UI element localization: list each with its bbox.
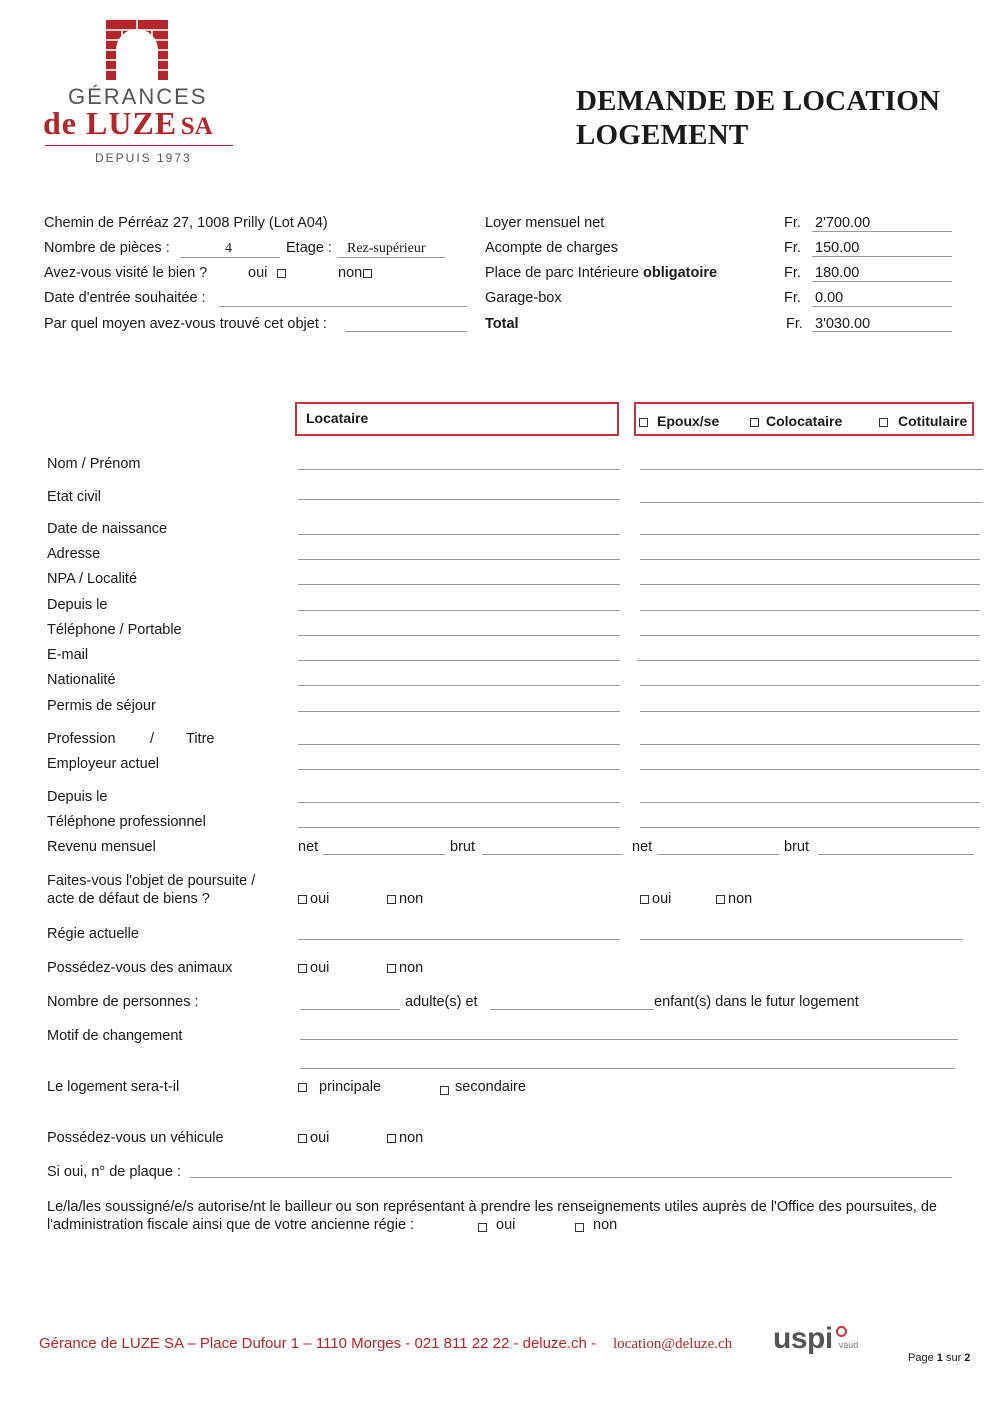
rent-parking-currency: Fr. [784,265,801,281]
agency-field-cotenant[interactable] [640,939,962,940]
page-number [908,1352,970,1364]
uspi-logo [773,1322,858,1356]
pursuit-yes-tenant-label: oui [310,891,330,907]
floor-value: Rez-supérieur [347,241,426,256]
plate-field[interactable] [190,1177,952,1178]
email-field-tenant[interactable] [298,660,620,661]
authorization-no-checkbox[interactable] [575,1217,617,1233]
uspi-dot-icon [836,1326,847,1337]
since-field-tenant[interactable] [298,610,620,611]
civil-field-cotenant[interactable] [640,502,983,503]
uspi-text: uspi [773,1322,833,1355]
income-brut-label-tenant: brut [450,839,475,855]
pursuit-label-2: acte de défaut de biens ? [47,891,210,907]
permit-field-tenant[interactable] [298,711,620,712]
rent-parking-value: 180.00 [815,265,860,281]
rent-garage-currency: Fr. [784,290,801,306]
agency-field-tenant[interactable] [298,939,620,940]
company-logo [40,14,240,164]
since2-label: Depuis le [47,789,108,805]
tenant-header-box [295,402,619,436]
phone-field-cotenant[interactable] [640,635,980,636]
animals-label: Possédez-vous des animaux [47,960,233,976]
vehicle-no-label: non [399,1130,424,1146]
logo-de-luze: de LUZE [43,105,178,141]
pursuit-no-tenant[interactable] [387,891,423,907]
roommate-label: Colocataire [766,413,843,429]
pursuit-yes-cotenant[interactable] [640,891,671,907]
agency-label: Régie actuelle [47,926,139,942]
property-address: Chemin de Pérréaz 27, 1008 Prilly (Lot A04) [44,215,328,231]
email-label: E-mail [47,647,89,663]
email-field-cotenant[interactable] [638,660,980,661]
income-net-label-cotenant: net [632,839,653,855]
employer-field-cotenant[interactable] [640,769,980,770]
page-current: 1 [936,1352,943,1364]
rent-parking-bold: obligatoire [642,265,718,281]
rent-net-value: 2'700.00 [815,215,871,231]
pursuit-no-cotenant[interactable] [716,891,752,907]
name-field-cotenant[interactable] [640,469,983,470]
rent-net-line [812,231,952,232]
found-by-label: Par quel moyen avez-vous trouvé cet objet : [44,316,327,332]
vehicle-label: Possédez-vous un véhicule [47,1130,224,1146]
birth-label: Date de naissance [47,521,168,537]
since2-field-tenant[interactable] [298,802,620,803]
rooms-value: 4 [225,241,232,256]
birth-field-tenant[interactable] [298,534,620,535]
visited-yes-checkbox[interactable] [248,265,289,281]
rent-charges-currency: Fr. [784,240,801,256]
income-brut-field-cotenant[interactable] [818,854,974,855]
visited-yes-label: oui [248,265,268,281]
reason-field-2[interactable] [300,1068,955,1069]
income-brut-label-cotenant: brut [784,839,809,855]
uspi-vaud: vaud [838,1340,859,1350]
rent-garage-value: 0.00 [815,290,844,306]
visited-no-checkbox[interactable] [338,265,375,281]
cotenant-label: Cotitulaire [898,413,968,429]
rent-parking-line [812,281,952,282]
rent-total-value: 3'030.00 [815,316,871,332]
reason-label: Motif de changement [47,1028,183,1044]
logo-rule [45,145,233,146]
children-label: enfant(s) dans le futur logement [654,994,859,1010]
principal-label: principale [319,1079,382,1095]
vehicle-no-checkbox[interactable] [387,1130,423,1146]
profession-field-cotenant[interactable] [640,744,980,745]
logo-depuis: DEPUIS 1973 [95,151,192,165]
adults-field[interactable] [300,1009,400,1010]
titre-label: Titre [186,731,215,747]
income-label: Revenu mensuel [47,839,156,855]
work-phone-label: Téléphone professionnel [47,814,206,830]
reason-field-1[interactable] [300,1039,958,1040]
found-by-field[interactable] [345,331,467,332]
civil-label: Etat civil [47,489,101,505]
address-field-cotenant[interactable] [640,559,980,560]
address-label: Adresse [47,546,101,562]
pursuit-yes-cotenant-label: oui [652,891,672,907]
employer-label: Employeur actuel [47,756,160,772]
npa-field-tenant[interactable] [298,584,620,585]
rooms-field[interactable] [180,257,280,258]
cotenant-header-box [634,402,974,436]
adults-label: adulte(s) et [405,994,478,1010]
spouse-label: Epoux/se [657,413,720,429]
civil-field-tenant[interactable] [298,499,620,500]
npa-label: NPA / Localité [47,571,138,587]
since-field-cotenant[interactable] [640,610,980,611]
since2-field-cotenant[interactable] [640,802,980,803]
page-sur: sur [945,1352,962,1364]
income-net-field-cotenant[interactable] [657,854,779,855]
page-title-line1: DEMANDE DE LOCATION [576,85,941,117]
nationality-field-cotenant[interactable] [640,685,980,686]
rent-parking-label: Place de parc Intérieure [485,265,639,281]
floor-field[interactable] [337,257,445,258]
authorization-line2: l'administration fiscale ainsi que de votre ancienne régie : [47,1217,415,1233]
phone-field-tenant[interactable] [298,635,620,636]
spouse-checkbox[interactable] [639,413,719,429]
logo-gerances: GÉRANCES [68,84,208,109]
floor-label: Etage : [286,240,332,256]
employer-field-tenant[interactable] [298,769,620,770]
animals-yes-checkbox[interactable] [298,960,329,976]
page-prefix: Page [908,1352,934,1364]
children-field[interactable] [490,1009,654,1010]
nationality-label: Nationalité [47,672,116,688]
permit-label: Permis de séjour [47,698,156,714]
animals-no-label: non [399,960,424,976]
vehicle-yes-label: oui [310,1130,330,1146]
nationality-field-tenant[interactable] [298,685,620,686]
entry-date-field[interactable] [219,306,467,307]
secondary-label: secondaire [455,1079,526,1095]
entry-date-label: Date d'entrée souhaitée : [44,290,206,306]
birth-field-cotenant[interactable] [640,534,980,535]
profession-slash: / [150,731,155,747]
rent-total-line [812,331,952,332]
pursuit-no-tenant-label: non [399,891,424,907]
permit-field-cotenant[interactable] [640,711,980,712]
profession-label: Profession [47,731,116,747]
pursuit-yes-tenant[interactable] [298,891,329,907]
page-title-line2: LOGEMENT [576,119,749,151]
plate-label: Si oui, n° de plaque : [47,1164,181,1180]
tenant-header: Locataire [306,410,369,426]
work-phone-field-cotenant[interactable] [640,827,980,828]
principal-checkbox[interactable] [298,1079,381,1095]
page-total: 2 [964,1352,971,1364]
rent-charges-value: 150.00 [815,240,860,256]
rent-net-currency: Fr. [784,215,801,231]
income-net-label-tenant: net [298,839,319,855]
authorization-line1: Le/la/les soussigné/e/s autorise/nt le bailleur ou son représentant à prendre les renseignements utiles auprès de l'Office des poursuites, de [47,1199,937,1215]
footer-text: Gérance de LUZE SA – Place Dufour 1 – 1110 Morges - 021 811 22 22 - deluze.ch - [39,1335,596,1352]
income-brut-field-tenant[interactable] [482,854,623,855]
profession-field-tenant[interactable] [298,744,620,745]
address-field-tenant[interactable] [298,559,620,560]
visited-label: Avez-vous visité le bien ? [44,265,208,281]
npa-field-cotenant[interactable] [640,584,980,585]
rent-total-label: Total [485,316,519,332]
roommate-checkbox[interactable] [750,413,842,429]
animals-yes-label: oui [310,960,330,976]
secondary-checkbox[interactable] [440,1079,526,1095]
pursuit-no-cotenant-label: non [728,891,753,907]
housing-label: Le logement sera-t-il [47,1079,180,1095]
pursuit-label-1: Faites-vous l'objet de poursuite / [47,873,256,889]
persons-label: Nombre de personnes : [47,994,199,1010]
rent-garage-label: Garage-box [485,290,562,306]
name-field-tenant[interactable] [298,469,620,470]
rent-garage-line [812,306,952,307]
cotenant-checkbox[interactable] [879,413,967,429]
work-phone-field-tenant[interactable] [298,827,620,828]
name-label: Nom / Prénom [47,456,141,472]
vehicle-yes-checkbox[interactable] [298,1130,329,1146]
authorization-yes-checkbox[interactable] [478,1217,515,1233]
income-net-field-tenant[interactable] [323,854,445,855]
rent-total-currency: Fr. [786,316,803,332]
rent-net-label: Loyer mensuel net [485,215,605,231]
authorization-no-label: non [593,1217,618,1233]
phone-label: Téléphone / Portable [47,622,182,638]
arch-icon [40,14,240,86]
visited-no-label: non [338,265,363,281]
rent-charges-line [812,256,952,257]
since-label: Depuis le [47,597,108,613]
authorization-yes-label: oui [496,1217,516,1233]
logo-sa: SA [180,113,213,140]
rent-charges-label: Acompte de charges [485,240,618,256]
animals-no-checkbox[interactable] [387,960,423,976]
footer-email[interactable]: location@deluze.ch [613,1336,733,1352]
rooms-label: Nombre de pièces : [44,240,170,256]
